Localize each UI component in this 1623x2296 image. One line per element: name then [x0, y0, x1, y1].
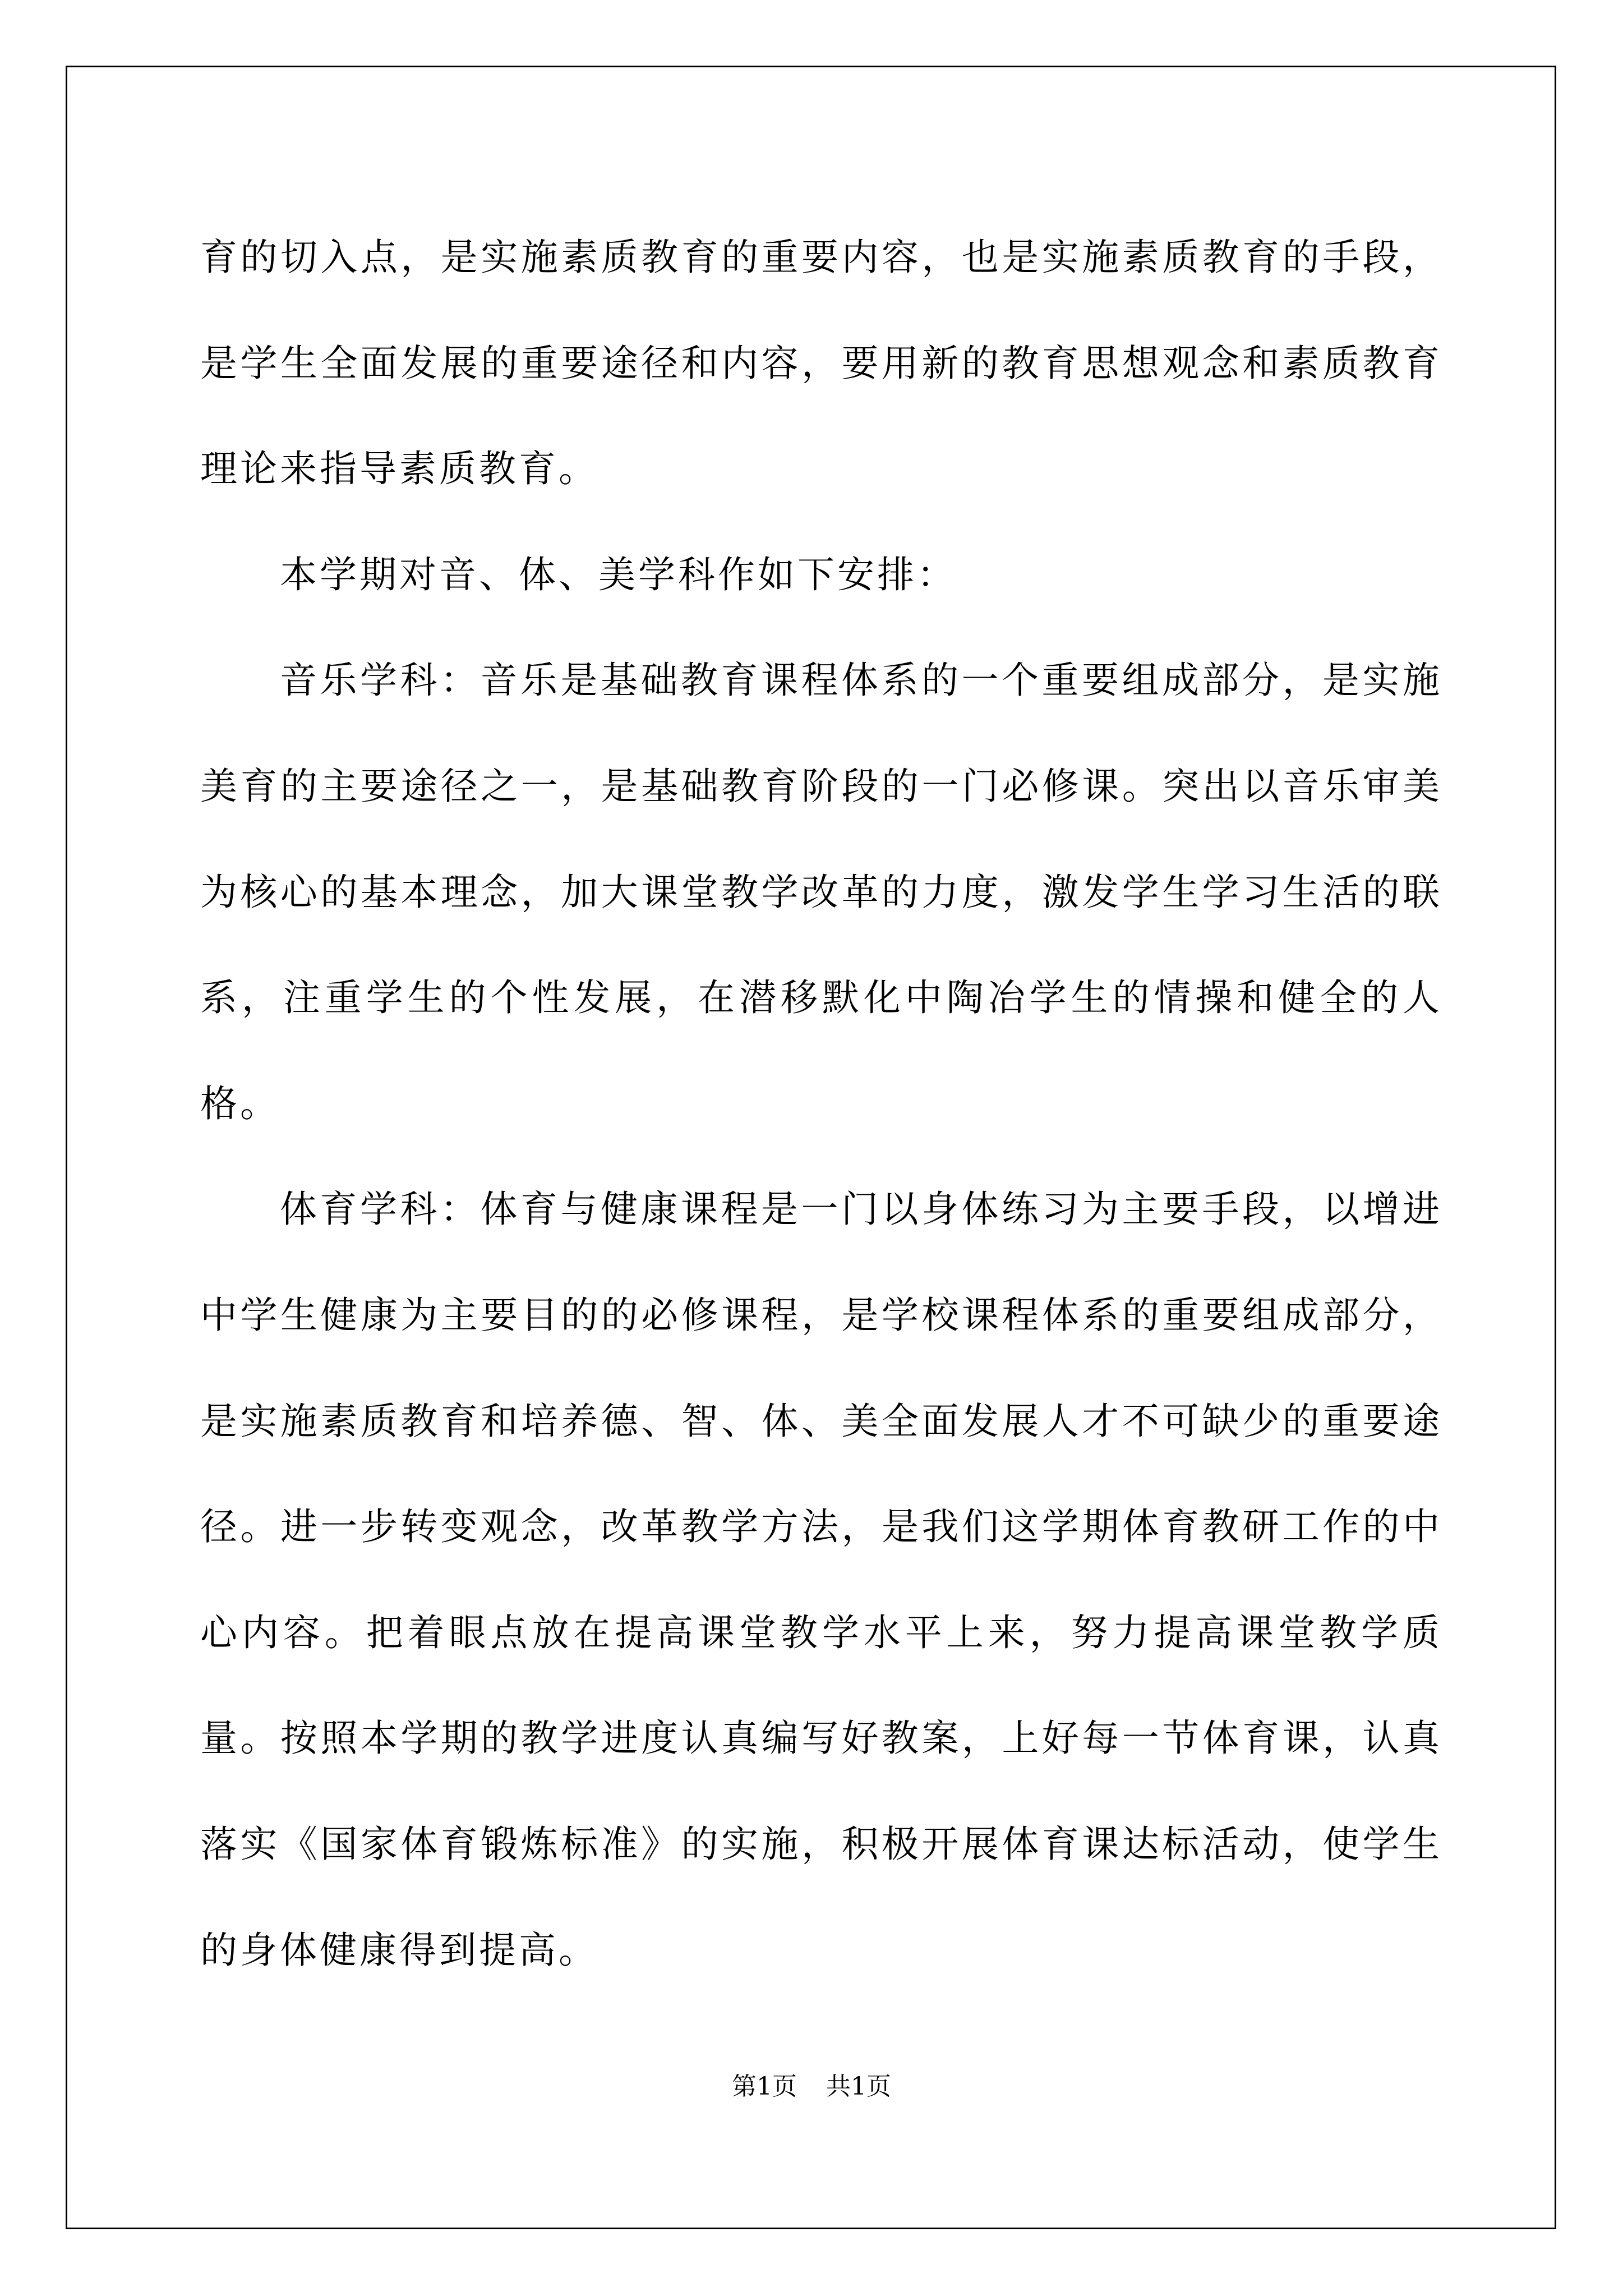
page-number-current: 第1页 — [732, 2072, 797, 2101]
page-footer — [0, 2070, 1623, 2104]
paragraph-music-subject: 音乐学科：音乐是基础教育课程体系的一个重要组成部分，是实施美育的主要途径之一，是基础教育阶段的一门必修课。突出以音乐审美为核心的基本理念，加大课堂教学改革的力度，激发学生学习生活的联系，注重学生的个性发展，在潜移默化中陶冶学生的情操和健全的人格。 — [200, 659, 1442, 1125]
page-number-total: 共1页 — [826, 2072, 891, 2101]
paragraph-arrangement-heading: 本学期对音、体、美学科作如下安排： — [280, 553, 957, 596]
paragraph-intro-continuation: 育的切入点，是实施素质教育的重要内容，也是实施素质教育的手段，是学生全面发展的重要途径和内容，要用新的教育思想观念和素质教育理论来指导素质教育。 — [200, 236, 1442, 491]
paragraph-pe-subject: 体育学科：体育与健康课程是一门以身体练习为主要手段，以增进中学生健康为主要目的的必修课程，是学校课程体系的重要组成部分，是实施素质教育和培养德、智、体、美全面发展人才不可缺少的重要途径。进一步转变观念，改革教学方法，是我们这学期体育教研工作的中心内容。把着眼点放在提高课堂教学水平上来，努力提高课堂教学质量。按照本学期的教学进度认真编写好教案，上好每一节体育课，认真落实《国家体育锻炼标准》的实施，积极开展体育课达标活动，使学生的身体健康得到提高。 — [200, 1188, 1442, 1972]
document-body — [200, 205, 1442, 2003]
